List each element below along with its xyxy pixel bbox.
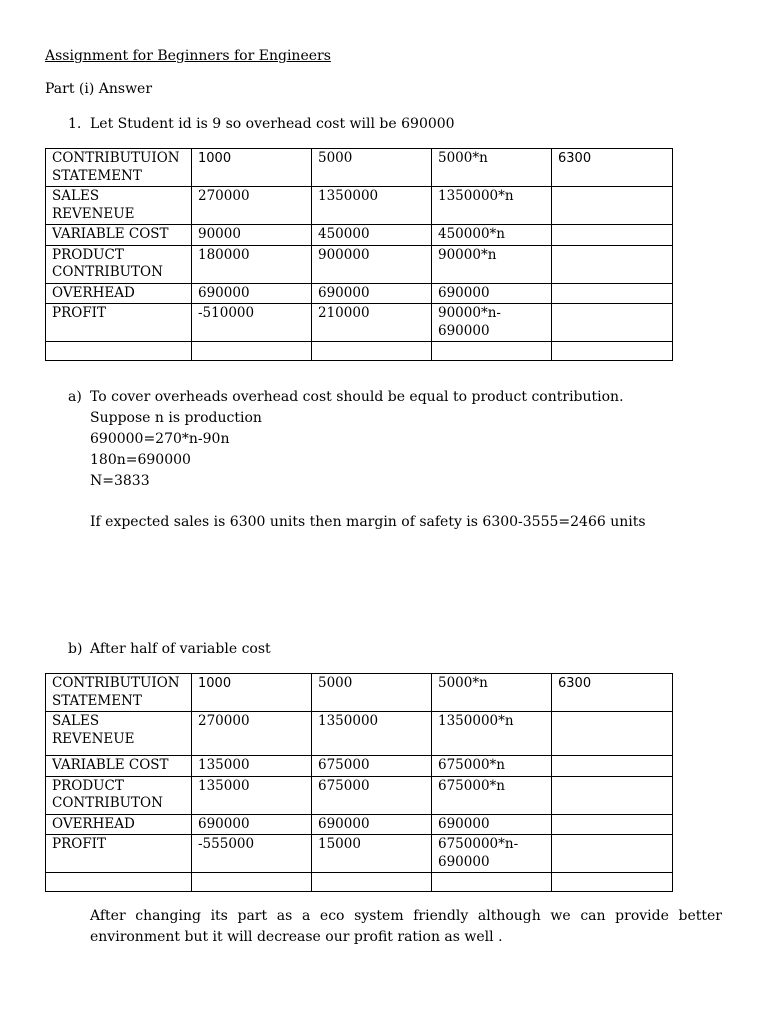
table-cell: -555000 xyxy=(192,835,312,873)
table-cell: 270000 xyxy=(192,712,312,756)
table-cell xyxy=(552,304,673,342)
row-label-cell: CONTRIBUTUION STATEMENT xyxy=(46,674,192,712)
table-cell: 6300 xyxy=(552,674,673,712)
table-row xyxy=(46,776,673,814)
table-row xyxy=(46,283,673,304)
table-cell: 450000 xyxy=(312,225,432,246)
table-cell: 690000 xyxy=(312,814,432,835)
table-cell: 690000 xyxy=(192,814,312,835)
table-cell: 15000 xyxy=(312,835,432,873)
conclusion-text: After changing its part as a eco system friendly although we can provide better environment but it will decrease our profit ration as well . xyxy=(90,908,722,945)
table-cell: 690000 xyxy=(432,814,552,835)
table-cell: 675000*n xyxy=(432,756,552,777)
table-cell: 6300 xyxy=(552,149,673,187)
table-cell xyxy=(552,245,673,283)
table-cell: 1000 xyxy=(192,149,312,187)
section-a-line-3: 690000=270*n-90n xyxy=(90,431,230,447)
row-label-cell: SALES REVENEUE xyxy=(46,712,192,756)
table-cell: 675000 xyxy=(312,756,432,777)
row-label-cell: PROFIT xyxy=(46,304,192,342)
table-1-body xyxy=(46,149,673,361)
table-cell xyxy=(552,225,673,246)
table-row xyxy=(46,835,673,873)
row-label-cell: VARIABLE COST xyxy=(46,756,192,777)
table-cell xyxy=(552,814,673,835)
table-row xyxy=(46,245,673,283)
table-cell: 210000 xyxy=(312,304,432,342)
table-cell: 690000 xyxy=(432,283,552,304)
table-cell: -510000 xyxy=(192,304,312,342)
table-cell xyxy=(552,756,673,777)
table-cell xyxy=(552,776,673,814)
table-cell: 90000 xyxy=(192,225,312,246)
row-label-cell: PROFIT xyxy=(46,835,192,873)
table-cell xyxy=(432,873,552,892)
table-cell: 690000 xyxy=(192,283,312,304)
table-cell: 1350000 xyxy=(312,187,432,225)
contribution-table-1 xyxy=(45,148,673,361)
table-cell: 5000 xyxy=(312,149,432,187)
table-cell xyxy=(552,835,673,873)
section-a-line-2: Suppose n is production xyxy=(90,410,262,426)
table-cell: 1350000*n xyxy=(432,712,552,756)
table-row xyxy=(46,873,673,892)
row-label-cell: PRODUCT CONTRIBUTON xyxy=(46,776,192,814)
table-cell xyxy=(192,873,312,892)
table-row xyxy=(46,149,673,187)
row-label-cell: PRODUCT CONTRIBUTON xyxy=(46,245,192,283)
row-label-cell: SALES REVENEUE xyxy=(46,187,192,225)
row-label-cell: OVERHEAD xyxy=(46,814,192,835)
table-cell: 450000*n xyxy=(432,225,552,246)
table-row xyxy=(46,814,673,835)
table-cell: 6750000*n-690000 xyxy=(432,835,552,873)
table-cell: 90000*n-690000 xyxy=(432,304,552,342)
row-label-cell: OVERHEAD xyxy=(46,283,192,304)
table-row xyxy=(46,756,673,777)
table-cell: 675000*n xyxy=(432,776,552,814)
row-label-cell xyxy=(46,342,192,361)
table-cell xyxy=(552,712,673,756)
table-cell: 1350000 xyxy=(312,712,432,756)
row-label-cell: CONTRIBUTUION STATEMENT xyxy=(46,149,192,187)
table-row xyxy=(46,674,673,712)
table-cell xyxy=(432,342,552,361)
document-title: Assignment for Beginners for Engineers xyxy=(45,48,331,64)
conclusion-paragraph xyxy=(90,906,722,948)
table-cell xyxy=(552,283,673,304)
table-row xyxy=(46,342,673,361)
table-cell: 675000 xyxy=(312,776,432,814)
table-cell xyxy=(552,873,673,892)
table-cell: 270000 xyxy=(192,187,312,225)
table-cell: 90000*n xyxy=(432,245,552,283)
section-a-line-1: To cover overheads overhead cost should be equal to product contribution. xyxy=(90,389,624,405)
table-cell xyxy=(552,342,673,361)
table-2-body xyxy=(46,674,673,892)
table-cell: 900000 xyxy=(312,245,432,283)
section-a-marker: a) xyxy=(68,389,82,405)
table-cell: 1000 xyxy=(192,674,312,712)
table-row xyxy=(46,225,673,246)
contribution-table-2 xyxy=(45,673,673,892)
table-cell: 690000 xyxy=(312,283,432,304)
table-cell: 135000 xyxy=(192,776,312,814)
row-label-cell: VARIABLE COST xyxy=(46,225,192,246)
section-b-heading: After half of variable cost xyxy=(90,641,271,657)
table-cell: 1350000*n xyxy=(432,187,552,225)
table-row xyxy=(46,712,673,756)
margin-of-safety-text: If expected sales is 6300 units then margin of safety is 6300-3555=2466 units xyxy=(90,514,646,530)
table-row xyxy=(46,304,673,342)
section-a-line-5: N=3833 xyxy=(90,473,150,489)
table-cell: 5000*n xyxy=(432,674,552,712)
table-cell xyxy=(192,342,312,361)
row-label-cell xyxy=(46,873,192,892)
table-cell: 135000 xyxy=(192,756,312,777)
table-cell: 5000*n xyxy=(432,149,552,187)
item-text: Let Student id is 9 so overhead cost will be 690000 xyxy=(90,116,455,132)
table-cell xyxy=(312,342,432,361)
table-cell xyxy=(552,187,673,225)
section-b-marker: b) xyxy=(68,641,83,657)
section-a-line-4: 180n=690000 xyxy=(90,452,191,468)
table-row xyxy=(46,187,673,225)
table-cell xyxy=(312,873,432,892)
table-cell: 180000 xyxy=(192,245,312,283)
table-cell: 5000 xyxy=(312,674,432,712)
item-number: 1. xyxy=(68,116,82,132)
part-label: Part (i) Answer xyxy=(45,81,153,97)
